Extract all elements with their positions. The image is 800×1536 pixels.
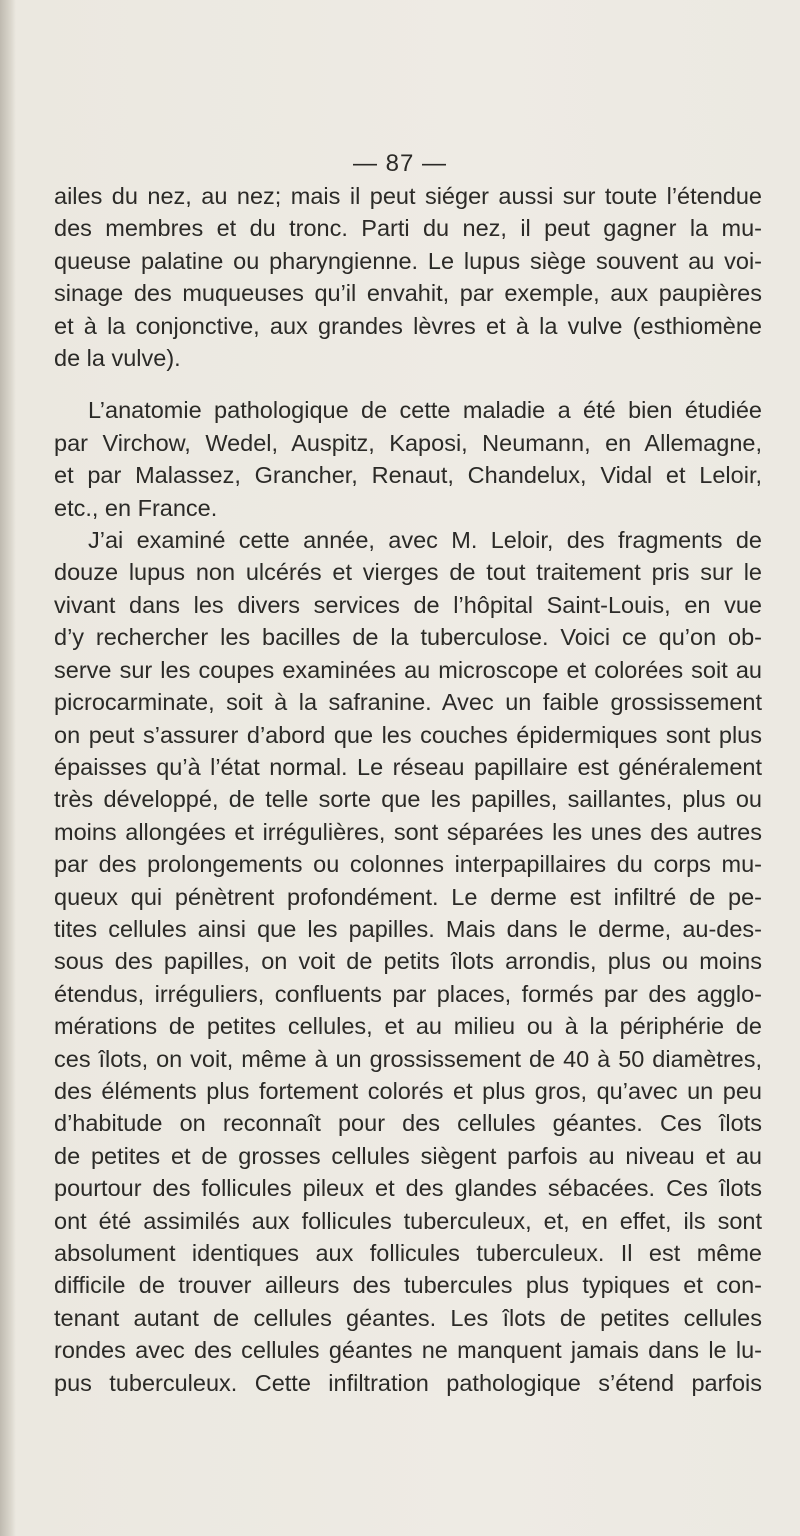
text-line: picrocarminate, soit à la safranine. Avec un faible grossissement [54, 689, 762, 716]
body-text [54, 180, 762, 1399]
text-line: difficile de trouver ailleurs des tubercules plus typiques et con- [54, 1272, 762, 1299]
text-line: tenant autant de cellules géantes. Les îlots de petites cellules [54, 1304, 762, 1331]
text-line: pus tuberculeux. Cette infiltration pathologique s’étend parfois [54, 1369, 762, 1396]
paragraph-spacer [54, 374, 762, 394]
page-number: — 87 — [352, 150, 448, 177]
text-line: des éléments plus fortement colorés et plus gros, qu’avec un peu [54, 1077, 762, 1104]
text-line: de la vulve). [54, 345, 181, 372]
page-spine-shadow [0, 0, 16, 1536]
text-line: sinage des muqueuses qu’il envahit, par exemple, aux paupières [54, 280, 762, 307]
text-line: L’anatomie pathologique de cette maladie a été bien étudiée [88, 397, 762, 424]
text-line: étendus, irréguliers, confluents par places, formés par des agglo- [54, 980, 762, 1007]
text-line: d’y rechercher les bacilles de la tuberculose. Voici ce qu’on ob- [54, 624, 762, 651]
text-line: ailes du nez, au nez; mais il peut siéger aussi sur toute l’étendue [54, 183, 762, 209]
paragraph-3 [54, 524, 762, 1399]
text-line: très développé, de telle sorte que les papilles, saillantes, plus ou [54, 786, 762, 813]
text-line: queux qui pénètrent profondément. Le derme est infiltré de pe- [54, 883, 762, 910]
text-line: épaisses qu’à l’état normal. Le réseau papillaire est généralement [54, 753, 762, 780]
paragraph-2 [54, 394, 762, 524]
text-line: des membres et du tronc. Parti du nez, il peut gagner la mu- [54, 215, 762, 242]
text-line: d’habitude on reconnaît pour des cellules géantes. Ces îlots [54, 1110, 762, 1137]
text-line: et par Malassez, Grancher, Renaut, Chandelux, Vidal et Leloir, [54, 462, 762, 489]
text-line: absolument identiques aux follicules tuberculeux. Il est même [54, 1240, 762, 1266]
text-line: etc., en France. [54, 494, 218, 521]
text-line: de petites et de grosses cellules siègent parfois au niveau et au [54, 1142, 762, 1169]
text-line: serve sur les coupes examinées au microscope et colorées soit au [54, 656, 762, 683]
text-line: par Virchow, Wedel, Auspitz, Kaposi, Neumann, en Allemagne, [54, 429, 762, 456]
text-line: par des prolongements ou colonnes interpapillaires du corps mu- [54, 851, 762, 878]
text-line: tites cellules ainsi que les papilles. Mais dans le derme, au-des- [54, 915, 762, 942]
text-line: rondes avec des cellules géantes ne manquent jamais dans le lu- [54, 1337, 762, 1364]
text-line: vivant dans les divers services de l’hôpital Saint-Louis, en vue [54, 591, 762, 618]
text-line: J’ai examiné cette année, avec M. Leloir, des fragments de [88, 527, 762, 554]
text-line: mérations de petites cellules, et au milieu ou à la périphérie de [54, 1013, 762, 1040]
text-line: pourtour des follicules pileux et des glandes sébacées. Ces îlots [54, 1175, 762, 1202]
text-line: on peut s’assurer d’abord que les couches épidermiques sont plus [54, 721, 762, 748]
text-line: et à la conjonctive, aux grandes lèvres et à la vulve (esthiomène [54, 312, 762, 339]
text-line: ont été assimilés aux follicules tuberculeux, et, en effet, ils sont [54, 1207, 762, 1234]
text-line: ces îlots, on voit, même à un grossissement de 40 à 50 diamètres, [54, 1045, 762, 1072]
text-line: queuse palatine ou pharyngienne. Le lupus siège souvent au voi- [54, 247, 762, 274]
paragraph-1 [54, 180, 762, 374]
text-line: moins allongées et irrégulières, sont séparées les unes des autres [54, 818, 762, 845]
text-line: douze lupus non ulcérés et vierges de tout traitement pris sur le [54, 559, 762, 586]
text-line: sous des papilles, on voit de petits îlots arrondis, plus ou moins [54, 948, 762, 975]
